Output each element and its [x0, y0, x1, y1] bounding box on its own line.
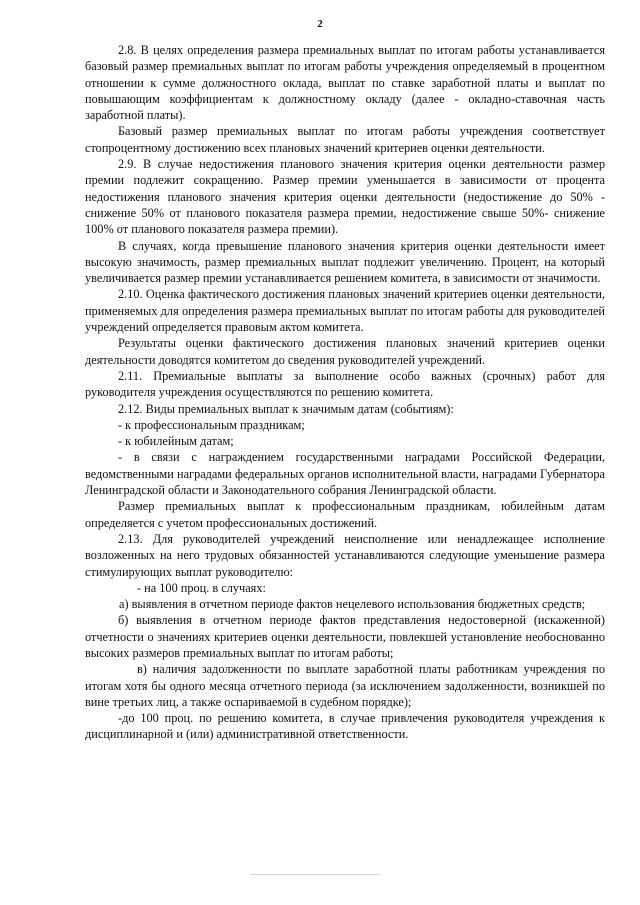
page-number: 2 — [317, 18, 323, 30]
paragraph-2-11: 2.11. Премиальные выплаты за выполнение особо важных (срочных) работ для руководителя учреждения осуществляются по решению комитета. — [85, 368, 605, 400]
list-item-100-percent: - на 100 проц. в случаях: — [137, 580, 266, 595]
paragraph-results: Результаты оценки фактического достижения плановых значений критериев оценки деятельности доводятся комитетом до сведения руководителей учреждений. — [85, 336, 605, 367]
paragraph-2-12: 2.12. Виды премиальных выплат к значимым датам (событиям): — [118, 401, 454, 416]
list-item-anniversaries: - к юбилейным датам; — [118, 434, 234, 449]
list-item-b: б) выявления в отчетном периоде фактов представления недостоверной (искаженной) отчетности о значениях критериев оценки деятельности, повлекшей установление необоснованно высоких размеров премиальных выплат по итогам работы; — [85, 613, 605, 660]
paragraph-2-10: 2.10. Оценка фактического достижения плановых значений критериев оценки деятельности, применяемых для определения размера премиальных выплат по итогам работы для руководителей учреждений определяется правовым актом комитета. — [85, 287, 605, 335]
paragraph-base-size: Базовый размер премиальных выплат по итогам работы учреждения соответствует стопроцентному достижению всех плановых значений критериев оценки деятельности. — [85, 124, 605, 155]
list-item-up-to-100: -до 100 проц. по решению комитета, в случае привлечения руководителя учреждения к дисциплинарной и (или) административной ответственности. — [85, 711, 605, 742]
paragraph-2-13: 2.13. Для руководителей учреждений неисполнение или ненадлежащее исполнение возложенных на него трудовых обязанностей устанавливаются следующие уменьшение размера стимулирующих выплат руководителю: — [85, 531, 605, 579]
bottom-scan-artifact — [250, 874, 380, 875]
paragraph-excess-value: В случаях, когда превышение планового значения критерия оценки деятельности имеет высокую значимость, размер премиальных выплат подлежит увеличению. Процент, на который увеличивается размер премии устанавливается решением комитета, в зависимости от значимости. — [85, 238, 605, 286]
list-item-professional-holidays: - к профессиональным праздникам; — [118, 417, 305, 432]
paragraph-2-9: 2.9. В случае недостижения планового значения критерия оценки деятельности размер премии подлежит сокращению. Размер премии уменьшается в зависимости от процента недостижения планового значения критерия оценки деятельности (недостижение до 50% - снижение 50% от планового показателя размера премии, недостижение свыше 50%- снижение 100% от планового показателя размера премии). — [85, 157, 605, 237]
document-body — [85, 42, 605, 743]
list-item-awards: - в связи с награждением государственными наградами Российской Федерации, ведомственными наградами федеральных органов исполнительной власти, наградами Губернатора Ленинградской области и Законодательного собрания Ленинградской области. — [85, 450, 605, 498]
paragraph-holiday-size: Размер премиальных выплат к профессиональным праздникам, юбилейным датам определяется с учетом профессиональных достижений. — [85, 499, 605, 530]
list-item-a: а) выявления в отчетном периоде фактов нецелевого использования бюджетных средств; — [119, 597, 586, 612]
paragraph-2-8: 2.8. В целях определения размера премиальных выплат по итогам работы устанавливается базовый размер премиальных выплат по итогам работы учреждения определяемый в процентном отношении к сумме должностного оклада, выплат по ставке заработной платы и выплат по повышающим коэффициентам к должностному окладу (далее - окладно-ставочная часть заработной платы). — [85, 43, 605, 123]
list-item-v: в) наличия задолженности по выплате заработной платы работникам учреждения по итогам хотя бы одного месяца отчетного периода (за исключением задолженности, возникшей по вине третьих лиц, а также оспариваемой в судебном порядке); — [85, 662, 605, 709]
